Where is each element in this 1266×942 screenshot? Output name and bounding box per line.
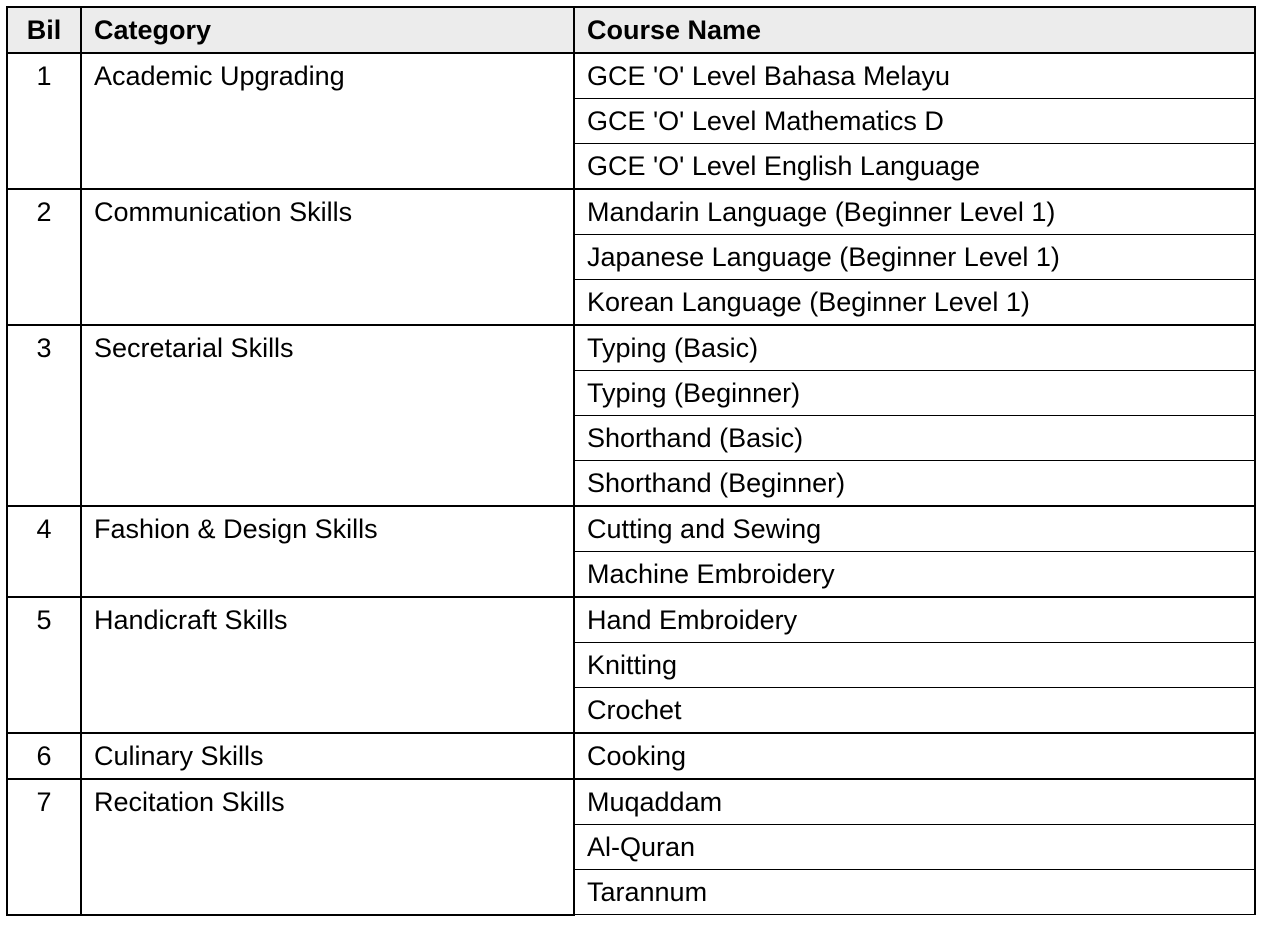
course-name-cell: Japanese Language (Beginner Level 1)	[574, 235, 1255, 280]
course-name-cell: GCE 'O' Level English Language	[574, 144, 1255, 190]
row-number: 2	[7, 189, 81, 325]
course-name-cell: Mandarin Language (Beginner Level 1)	[574, 189, 1255, 235]
table-row	[7, 597, 1255, 643]
row-number: 3	[7, 325, 81, 506]
row-number: 5	[7, 597, 81, 733]
category-cell: Culinary Skills	[81, 733, 574, 779]
header-category: Category	[81, 7, 574, 53]
table-row	[7, 779, 1255, 825]
course-name-cell: Typing (Basic)	[574, 325, 1255, 371]
course-name-cell: Hand Embroidery	[574, 597, 1255, 643]
course-name-cell: Cooking	[574, 733, 1255, 779]
category-cell: Recitation Skills	[81, 779, 574, 915]
table-body	[7, 53, 1255, 915]
course-name-cell: Typing (Beginner)	[574, 371, 1255, 416]
header-course-name: Course Name	[574, 7, 1255, 53]
category-cell: Handicraft Skills	[81, 597, 574, 733]
row-number: 7	[7, 779, 81, 915]
table-row	[7, 733, 1255, 779]
row-number: 1	[7, 53, 81, 189]
course-name-cell: Machine Embroidery	[574, 552, 1255, 598]
table-row	[7, 325, 1255, 371]
course-name-cell: Cutting and Sewing	[574, 506, 1255, 552]
category-cell: Academic Upgrading	[81, 53, 574, 189]
course-name-cell: Shorthand (Beginner)	[574, 461, 1255, 507]
header-bil: Bil	[7, 7, 81, 53]
table-header	[7, 7, 1255, 53]
course-name-cell: Al-Quran	[574, 825, 1255, 870]
course-name-cell: GCE 'O' Level Mathematics D	[574, 99, 1255, 144]
header-row	[7, 7, 1255, 53]
table-row	[7, 53, 1255, 99]
course-name-cell: GCE 'O' Level Bahasa Melayu	[574, 53, 1255, 99]
table-row	[7, 506, 1255, 552]
category-cell: Communication Skills	[81, 189, 574, 325]
course-table	[6, 6, 1256, 916]
table-row	[7, 189, 1255, 235]
course-name-cell: Tarannum	[574, 870, 1255, 915]
category-cell: Fashion & Design Skills	[81, 506, 574, 597]
course-name-cell: Knitting	[574, 643, 1255, 688]
category-cell: Secretarial Skills	[81, 325, 574, 506]
course-name-cell: Muqaddam	[574, 779, 1255, 825]
row-number: 6	[7, 733, 81, 779]
row-number: 4	[7, 506, 81, 597]
course-name-cell: Korean Language (Beginner Level 1)	[574, 280, 1255, 326]
course-name-cell: Shorthand (Basic)	[574, 416, 1255, 461]
course-name-cell: Crochet	[574, 688, 1255, 734]
